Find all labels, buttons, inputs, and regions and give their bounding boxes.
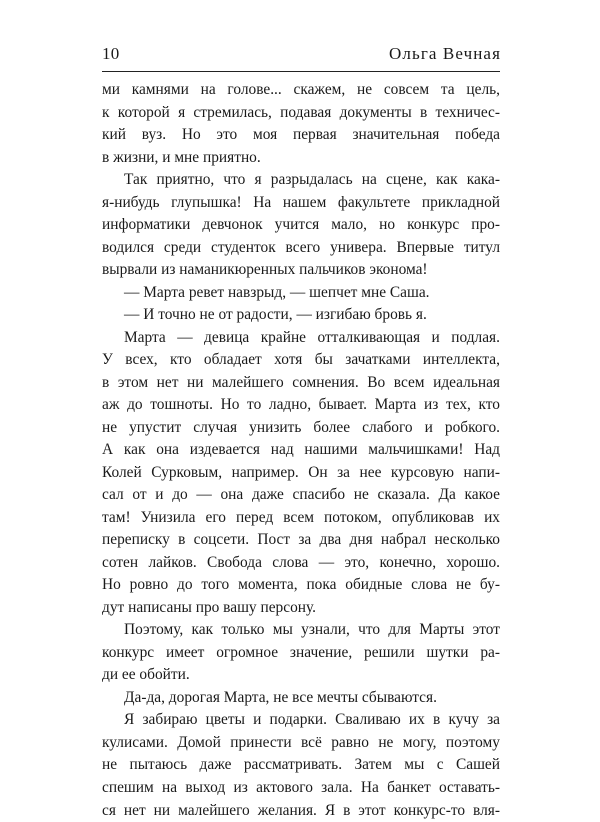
header-rule xyxy=(102,71,500,72)
text-line: аж до тошноты. Но то ладно, бывает. Марта из тех, кто xyxy=(102,394,500,417)
text-line: Я забираю цветы и подарки. Сваливаю их в кучу за xyxy=(102,709,500,732)
text-line: Поэтому, как только мы узнали, что для Марты этот xyxy=(102,619,500,642)
text-line: сал от и до — она даже спасибо не сказала. Да какое xyxy=(102,484,500,507)
text-line: в жизни, и мне приятно. xyxy=(102,147,500,170)
text-line: У всех, кто обладает хотя бы зачатками интеллекта, xyxy=(102,349,500,372)
text-line: информатики девчонок учится мало, но конкурс про- xyxy=(102,214,500,237)
text-line: спешим на выход из актового зала. На банкет оставать- xyxy=(102,777,500,800)
running-header-author: Ольга Вечная xyxy=(389,44,501,64)
text-line: водился среди студенток всего универа. Впервые титул xyxy=(102,237,500,260)
text-line: кий вуз. Но это моя первая значительная победа xyxy=(102,124,500,147)
text-line: переписку в соцсети. Пост за два дня набрал несколько xyxy=(102,529,500,552)
text-line: ми камнями на голове... скажем, не совсем та цель, xyxy=(102,79,500,102)
text-line: — И точно не от радости, — изгибаю бровь я. xyxy=(102,304,500,327)
text-line: кулисами. Домой принести всё равно не могу, поэтому xyxy=(102,732,500,755)
text-line: в этом нет ни малейшего сомнения. Во всем идеальная xyxy=(102,372,500,395)
text-line: Колей Сурковым, например. Он за нее курсовую напи- xyxy=(102,462,500,485)
text-line: — Марта ревет навзрыд, — шепчет мне Саша. xyxy=(102,282,500,305)
body-text xyxy=(102,79,500,822)
text-line: Да-да, дорогая Марта, не все мечты сбываются. xyxy=(102,687,500,710)
text-line: вырвали из наманикюренных пальчиков эконома! xyxy=(102,259,500,282)
text-line: не упустит случая унизить более слабого и робкого. xyxy=(102,417,500,440)
text-line: конкурс имеет огромное значение, решили шутки ра- xyxy=(102,642,500,665)
text-line: дут написаны про вашу персону. xyxy=(102,597,500,620)
text-line: я-нибудь глупышка! На нашем факультете прикладной xyxy=(102,192,500,215)
text-line: Марта — девица крайне отталкивающая и подлая. xyxy=(102,327,500,350)
text-line: Так приятно, что я разрыдалась на сцене, как кака- xyxy=(102,169,500,192)
text-line: там! Унизила его перед всем потоком, опубликовав их xyxy=(102,507,500,530)
text-line: А как она издевается над нашими мальчишками! Над xyxy=(102,439,500,462)
text-line: сотен лайков. Свобода слова — это, конечно, хорошо. xyxy=(102,552,500,575)
text-line: ся нет ни малейшего желания. Я в этот конкурс-то вля- xyxy=(102,800,500,822)
text-line: ди ее обойти. xyxy=(102,664,500,687)
text-line: к которой я стремилась, подавая документы в техничес- xyxy=(102,102,500,125)
page-number: 10 xyxy=(102,44,120,64)
text-line: Но ровно до того момента, пока обидные слова не бу- xyxy=(102,574,500,597)
text-line: не пытаюсь даже рассматривать. Затем мы с Сашей xyxy=(102,754,500,777)
